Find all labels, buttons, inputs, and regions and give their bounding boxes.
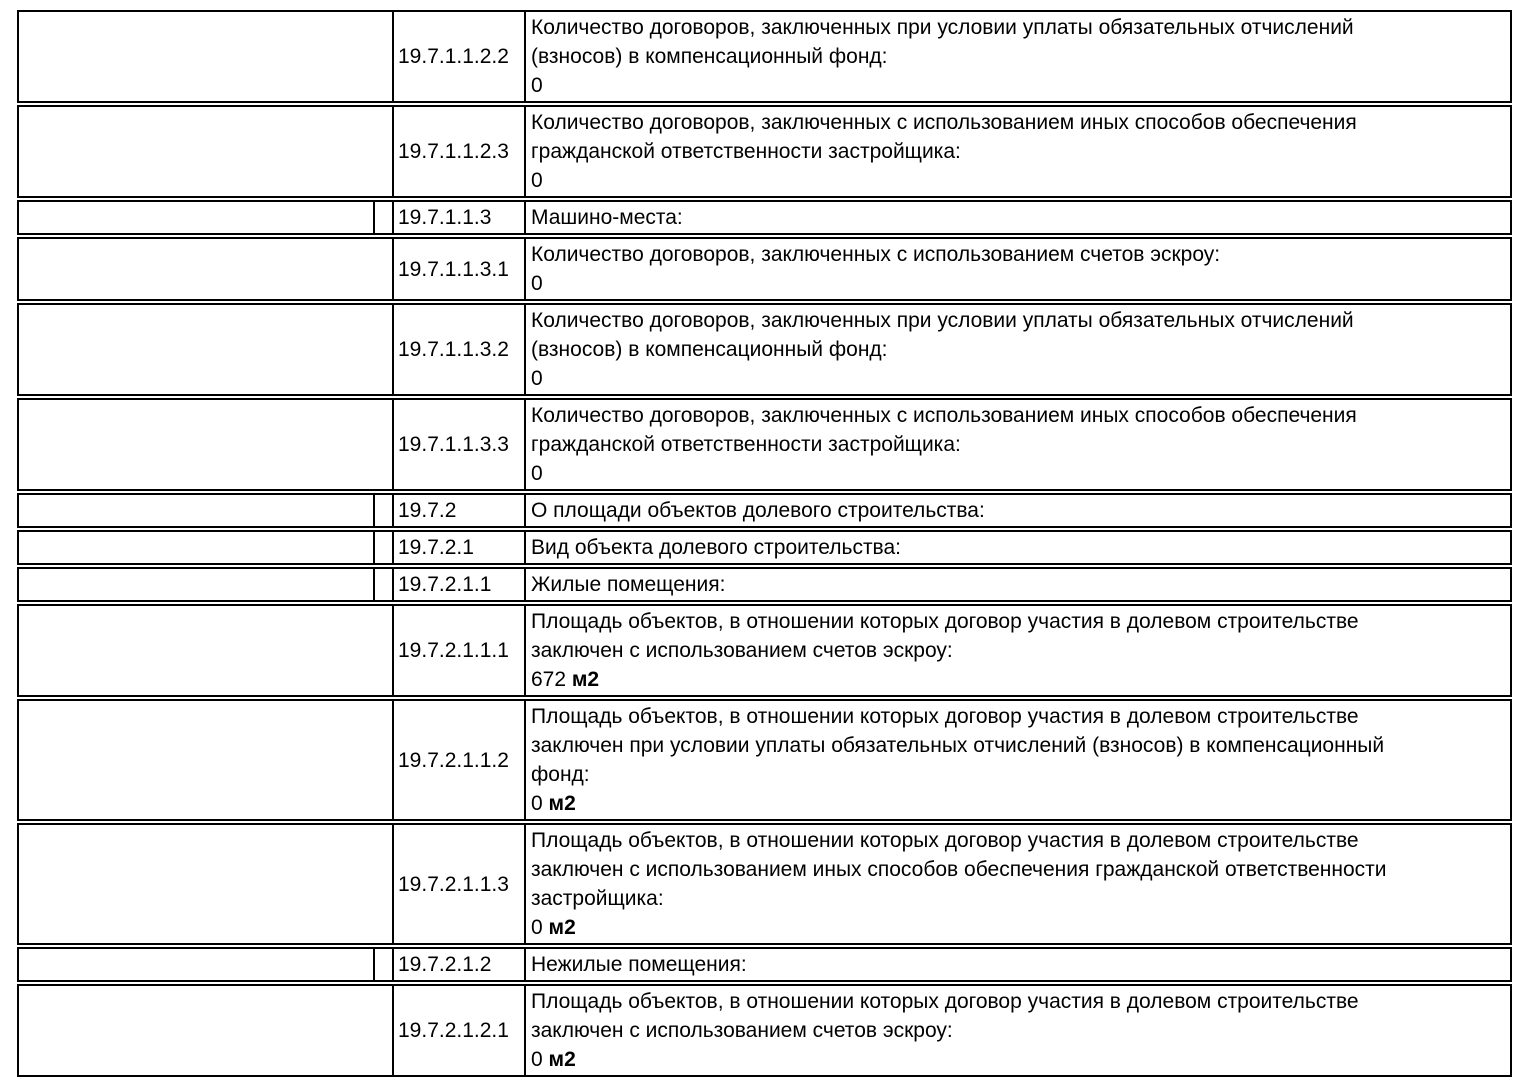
row-content-cell xyxy=(524,12,1510,101)
field-value xyxy=(531,269,1504,298)
left-empty-cell xyxy=(19,569,373,600)
left-empty-cell xyxy=(19,202,373,233)
field-label-line: заключен с использованием счетов эскроу: xyxy=(531,639,953,662)
field-value xyxy=(531,1045,1504,1074)
table-row xyxy=(17,398,1512,491)
row-number-text: 19.7.1.1.3.2 xyxy=(398,338,509,361)
row-number xyxy=(392,107,524,196)
field-value xyxy=(531,364,1504,393)
field-value-number: 0 xyxy=(531,792,543,815)
field-label-line: Площадь объектов, в отношении которых договор участия в долевом строительстве xyxy=(531,610,1359,633)
field-label-line: заключен с использованием иных способов обеспечения гражданской ответственности xyxy=(531,858,1387,881)
field-label-line: заключен при условии уплаты обязательных отчислений (взносов) в компенсационный xyxy=(531,734,1385,757)
row-content-cell xyxy=(524,569,1510,600)
table-row xyxy=(17,493,1512,528)
row-content-cell xyxy=(524,495,1510,526)
field-value-unit: м2 xyxy=(548,792,576,815)
row-number xyxy=(392,202,524,233)
field-value xyxy=(531,665,1504,694)
field-label-line: гражданской ответственности застройщика: xyxy=(531,140,961,163)
row-number xyxy=(392,569,524,600)
left-empty-cell xyxy=(19,606,392,695)
left-empty-cell xyxy=(19,12,392,101)
field-label-line: фонд: xyxy=(531,763,590,786)
row-content-cell xyxy=(524,532,1510,563)
left-empty-cell xyxy=(19,305,392,394)
field-label-line: Площадь объектов, в отношении которых договор участия в долевом строительстве xyxy=(531,829,1359,852)
field-value-unit: м2 xyxy=(571,668,600,691)
table-row xyxy=(17,530,1512,565)
table-row xyxy=(17,947,1512,982)
field-label-line: Количество договоров, заключенных при условии уплаты обязательных отчислений xyxy=(531,16,1354,39)
field-value-number: 0 xyxy=(531,272,543,295)
row-content-cell xyxy=(524,825,1510,943)
left-empty-cell xyxy=(19,239,392,299)
table-row xyxy=(17,200,1512,235)
row-number-text: 19.7.1.1.3 xyxy=(398,206,492,229)
field-label-line: заключен с использованием счетов эскроу: xyxy=(531,1019,953,1042)
row-content-cell xyxy=(524,400,1510,489)
row-content-cell xyxy=(524,305,1510,394)
table-row xyxy=(17,237,1512,301)
row-number-text: 19.7.1.1.2.3 xyxy=(398,140,509,163)
row-number-text: 19.7.1.1.3.3 xyxy=(398,433,509,456)
left-empty-cell xyxy=(19,825,392,943)
field-value-number: 0 xyxy=(531,462,543,485)
row-number xyxy=(392,400,524,489)
row-number xyxy=(392,495,524,526)
field-label-line: Площадь объектов, в отношении которых договор участия в долевом строительстве xyxy=(531,705,1359,728)
declaration-table xyxy=(17,10,1512,1079)
left-empty-cell xyxy=(19,495,373,526)
row-content-cell xyxy=(524,202,1510,233)
field-label-line: застройщика: xyxy=(531,887,664,910)
left-spacer-cell xyxy=(373,569,392,600)
row-number xyxy=(392,239,524,299)
field-label-line: Количество договоров, заключенных при условии уплаты обязательных отчислений xyxy=(531,309,1354,332)
field-value-unit: м2 xyxy=(548,916,576,939)
row-number xyxy=(392,701,524,819)
field-value-number: 672 xyxy=(531,668,567,691)
field-label-line: Количество договоров, заключенных с использованием иных способов обеспечения xyxy=(531,111,1357,134)
row-number-text: 19.7.2.1.1.1 xyxy=(398,639,509,662)
field-label-line: Жилые помещения: xyxy=(531,573,726,596)
field-value xyxy=(531,459,1504,488)
field-label-line: Нежилые помещения: xyxy=(531,953,747,976)
row-number-text: 19.7.2.1.2 xyxy=(398,953,492,976)
row-number xyxy=(392,532,524,563)
row-number-text: 19.7.2.1.2.1 xyxy=(398,1019,509,1042)
left-spacer-cell xyxy=(373,532,392,563)
left-empty-cell xyxy=(19,107,392,196)
table-row xyxy=(17,604,1512,697)
row-content-cell xyxy=(524,949,1510,980)
left-empty-cell xyxy=(19,701,392,819)
field-label-line: Вид объекта долевого строительства: xyxy=(531,536,901,559)
table-row xyxy=(17,303,1512,396)
field-value xyxy=(531,789,1504,818)
table-row xyxy=(17,567,1512,602)
row-number-text: 19.7.1.1.2.2 xyxy=(398,45,509,68)
table-row xyxy=(17,823,1512,945)
row-number xyxy=(392,825,524,943)
left-spacer-cell xyxy=(373,495,392,526)
left-spacer-cell xyxy=(373,949,392,980)
row-number-text: 19.7.2.1.1.2 xyxy=(398,748,509,772)
field-value-unit: м2 xyxy=(548,1048,576,1071)
field-value-number: 0 xyxy=(531,916,543,939)
field-value-number: 0 xyxy=(531,169,543,192)
row-content-cell xyxy=(524,606,1510,695)
row-number xyxy=(392,949,524,980)
field-value xyxy=(531,166,1504,195)
row-number-text: 19.7.1.1.3.1 xyxy=(398,257,509,281)
row-content-cell xyxy=(524,701,1510,819)
left-empty-cell xyxy=(19,949,373,980)
table-row xyxy=(17,699,1512,821)
table-row xyxy=(17,105,1512,198)
row-number xyxy=(392,12,524,101)
field-value-number: 0 xyxy=(531,367,543,390)
field-value-number: 0 xyxy=(531,74,543,97)
left-spacer-cell xyxy=(373,202,392,233)
left-empty-cell xyxy=(19,986,392,1075)
row-content-cell xyxy=(524,986,1510,1075)
row-content-cell xyxy=(524,107,1510,196)
row-number-text: 19.7.2.1.1 xyxy=(398,573,492,596)
field-label-line: Количество договоров, заключенных с использованием иных способов обеспечения xyxy=(531,404,1357,427)
field-value xyxy=(531,71,1504,100)
field-label-line: Площадь объектов, в отношении которых договор участия в долевом строительстве xyxy=(531,990,1359,1013)
field-label-line: О площади объектов долевого строительства: xyxy=(531,499,985,522)
left-empty-cell xyxy=(19,400,392,489)
row-number-text: 19.7.2.1 xyxy=(398,536,474,559)
row-number-text: 19.7.2.1.1.3 xyxy=(398,872,509,896)
field-label-line: гражданской ответственности застройщика: xyxy=(531,433,961,456)
field-label-line: (взносов) в компенсационный фонд: xyxy=(531,45,888,68)
table-row xyxy=(17,10,1512,103)
field-value-number: 0 xyxy=(531,1048,543,1071)
field-label-line: (взносов) в компенсационный фонд: xyxy=(531,338,888,361)
row-content-cell xyxy=(524,239,1510,299)
row-number-text: 19.7.2 xyxy=(398,499,457,522)
left-empty-cell xyxy=(19,532,373,563)
field-value xyxy=(531,913,1504,942)
row-number xyxy=(392,305,524,394)
field-label-line: Количество договоров, заключенных с использованием счетов эскроу: xyxy=(531,243,1221,266)
field-label-line: Машино-места: xyxy=(531,206,683,229)
table-row xyxy=(17,984,1512,1077)
row-number xyxy=(392,606,524,695)
row-number xyxy=(392,986,524,1075)
